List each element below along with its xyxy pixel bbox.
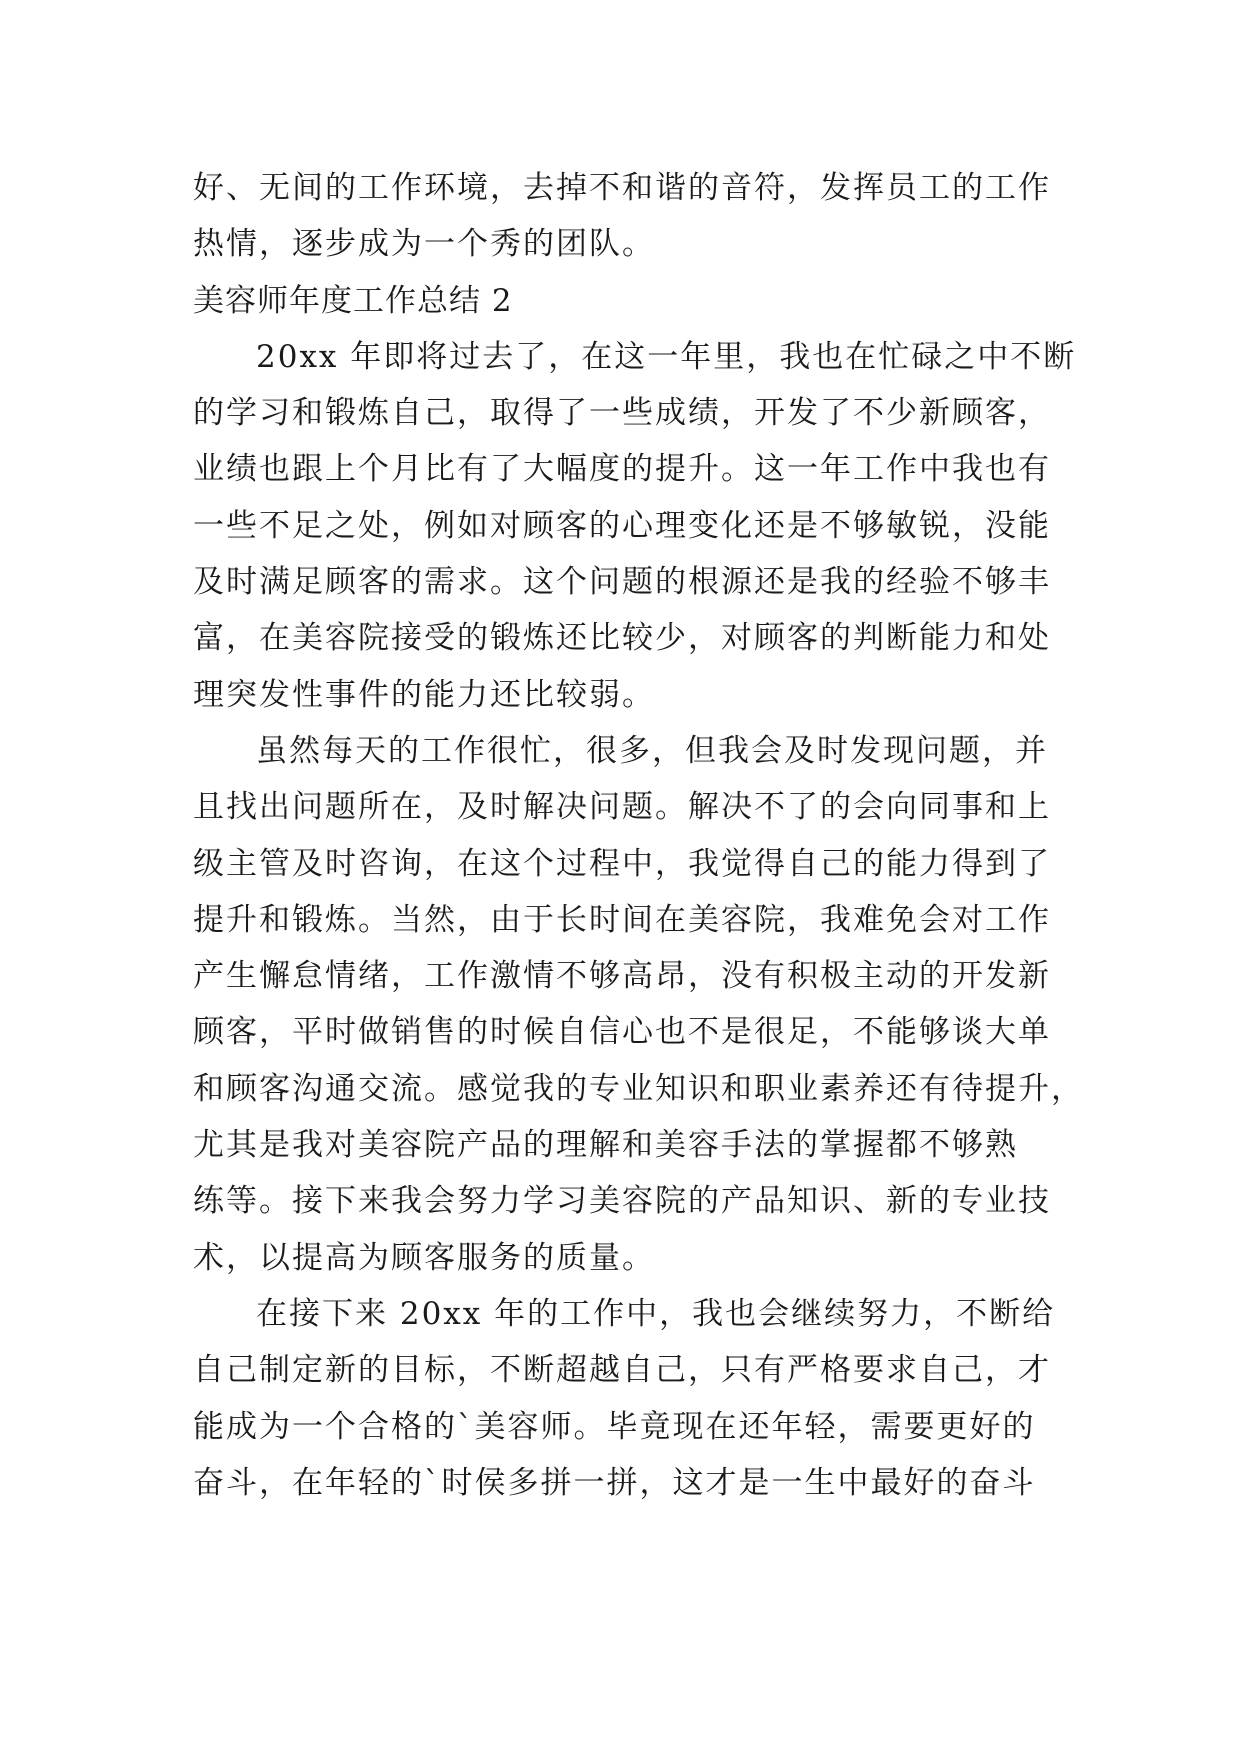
text-line: 20xx 年即将过去了，在这一年里，我也在忙碌之中不断 <box>256 338 1077 375</box>
paragraph-3 <box>193 1286 1056 1511</box>
text-line: 自己制定新的目标，不断超越自己，只有严格要求自己，才 <box>193 1352 1051 1389</box>
text-line: 尤其是我对美容院产品的理解和美容手法的掌握都不够熟 <box>193 1127 1018 1164</box>
text-line: 奋斗，在年轻的`时侯多拼一拼，这才是一生中最好的奋斗 <box>193 1464 1036 1501</box>
text-line: 业绩也跟上个月比有了大幅度的提升。这一年工作中我也有 <box>193 451 1051 488</box>
text-line: 和顾客沟通交流。感觉我的专业知识和职业素养还有待提升， <box>193 1070 1084 1107</box>
text-line: 且找出问题所在，及时解决问题。解决不了的会向同事和上 <box>193 789 1051 826</box>
text-line: 的学习和锻炼自己，取得了一些成绩，开发了不少新顾客， <box>193 395 1051 432</box>
text-line: 富，在美容院接受的锻炼还比较少，对顾客的判断能力和处 <box>193 620 1051 657</box>
paragraph-2 <box>193 723 1084 1286</box>
text-line: 级主管及时咨询，在这个过程中，我觉得自己的能力得到了 <box>193 845 1051 882</box>
text-line: 一些不足之处，例如对顾客的心理变化还是不够敏锐，没能 <box>193 507 1051 544</box>
text-line: 热情，逐步成为一个秀的团队。 <box>193 226 655 263</box>
text-line: 能成为一个合格的`美容师。毕竟现在还年轻，需要更好的 <box>193 1408 1036 1445</box>
paragraph-1 <box>193 329 1077 723</box>
text-line: 虽然每天的工作很忙，很多，但我会及时发现问题，并 <box>256 732 1048 769</box>
text-line: 理突发性事件的能力还比较弱。 <box>193 676 655 713</box>
text-line: 顾客，平时做销售的时候自信心也不是很足，不能够谈大单 <box>193 1014 1051 1051</box>
document-body <box>193 160 1084 1511</box>
text-line: 练等。接下来我会努力学习美容院的产品知识、新的专业技 <box>193 1183 1051 1220</box>
text-line: 产生懈怠情绪，工作激情不够高昂，没有积极主动的开发新 <box>193 958 1051 995</box>
intro-paragraph <box>193 160 1053 273</box>
text-line: 在接下来 20xx 年的工作中，我也会继续努力，不断给 <box>256 1295 1056 1332</box>
section-heading: 美容师年度工作总结 2 <box>193 282 513 319</box>
text-line: 提升和锻炼。当然，由于长时间在美容院，我难免会对工作 <box>193 901 1051 938</box>
text-line: 好、无间的工作环境，去掉不和谐的音符，发挥员工的工作 <box>193 170 1051 206</box>
text-line: 术，以提高为顾客服务的质量。 <box>193 1239 655 1276</box>
text-line: 及时满足顾客的需求。这个问题的根源还是我的经验不够丰 <box>193 564 1051 601</box>
